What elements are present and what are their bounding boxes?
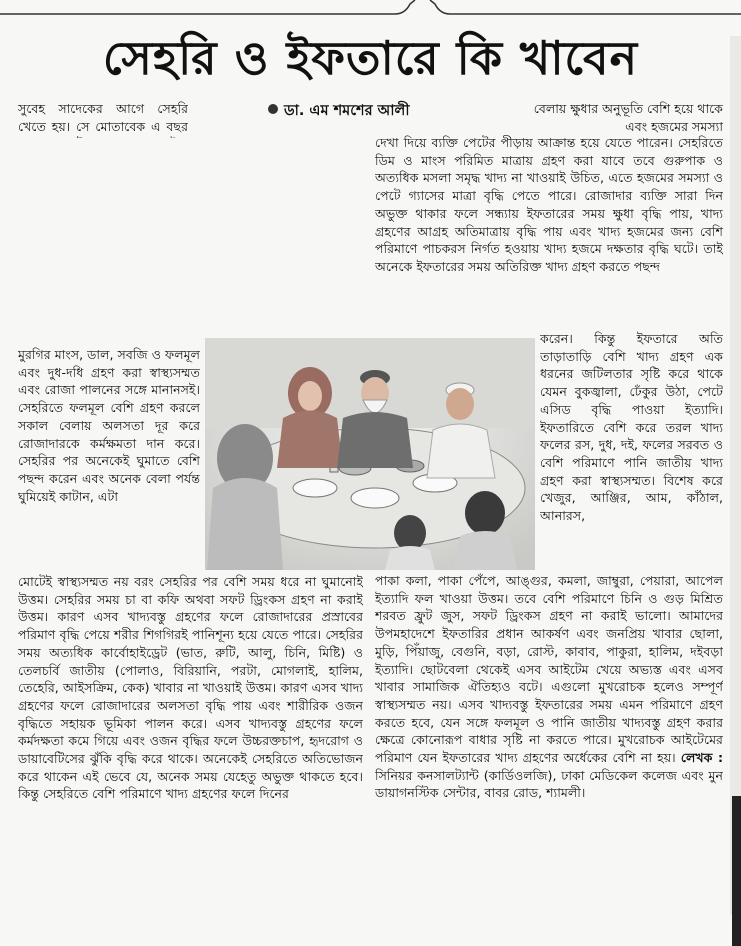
article-title: সেহরি ও ইফতারে কি খাবেন	[102, 31, 639, 85]
author-info: সিনিয়র কনসালট্যান্ট (কার্ডিওলজি), ঢাকা মেডিকেল কলেজ এবং মুন ডায়াগনস্টিক সেন্টার, বাবর রোড, শ্যামলী।	[375, 767, 723, 801]
column-left-bottom: মোটেই স্বাস্থ্যসম্মত নয় বরং সেহরির পর বেশি সময় ধরে না ঘুমানোই উত্তম। সেহরির সময় চা বা কফি অথবা সফট ড্রিংকস গ্রহণ না করাই উত্তম। কারণ এসব খাদ্যবস্তু গ্রহণের ফলে রোজাদারের প্রস্রাবের পরিমাণ বৃদ্ধি পেয়ে শরীর শিগগিরই পানিশূন্য হয়ে যেতে পারে। সেহরির সময় অত্যধিক কার্বোহাইড্রেট (ভাত, রুটি, আলু, চিনি, মিষ্টি) ও তেলচর্বি জাতীয় (পোলাও, বিরিয়ানি, পরটা, মোগলাই, হালিম, তেহেরি, আইসক্রিম, কেক) খাবার না খাওয়াই উত্তম। কারণ এসব খাদ্য গ্রহণের ফলে রোজাদারের অলসতা বৃদ্ধি পায় এবং শারীরিক ওজন বৃদ্ধিতে সহায়ক ভূমিকা পালন করে। এসব খাদ্যবস্তু গ্রহণের ফলে কর্মদক্ষতা কমে গিয়ে এবং ওজন বৃদ্ধির ফলে উচ্চরক্তচাপ, হৃদরোগ ও ডায়াবেটিসের ঝুঁকি বৃদ্ধি করে থাকে। অনেকেই সেহরিতে অতিভোজন করে থাকেন এই ভেবে যে, অনেক সময় যেহেতু অভুক্ত থাকতে হবে। কিন্তু সেহরিতে বেশি পরিমাণে খাদ্য গ্রহণের ফলে দিনের	[18, 574, 363, 802]
column-left-intro: সুবেহ সাদেকের আগে সেহরি খেতে হয়। সে মোতাবেক এ বছর	[18, 101, 188, 134]
author-label: লেখক :	[680, 750, 723, 766]
column-right-wrap: করেন। কিন্তু ইফতারে অতি তাড়াতাড়ি বেশি খাদ্য গ্রহণ এক ধরনের জটিলতার সৃষ্টি করে থাকে যেমন বুকজ্বালা, ঢেঁকুর উঠা, পেটে এসিড বৃদ্ধি পাওয়া ইত্যাদি। ইফতারিতে বেশি করে তরল খাদ্য ফলের রস, দুধ, দই, ফলের সরবত ও বেশি পরিমাণে পানি জাতীয় খাদ্য গ্রহণ করা স্বাস্থ্যসম্মত। বিশেষ করে খেজুর, আঞ্জির, আম, কাঁঠাল, আনারস,	[540, 331, 723, 524]
family-iftar-photo	[205, 338, 535, 570]
column-left-wrap: মুরগির মাংস, ডাল, সবজি ও ফলমূল এবং দুধ-দধি গ্রহণ করা স্বাস্থ্যসম্মত এবং রোজা পালনের সঙ্গে মানানসই। সেহরিতে ফলমূল বেশি গ্রহণ করলে সকাল বেলায় অলসতা দূর করে রোজাদারকে কর্মক্ষমতা দান করে। সেহরির পর অনেকেই ঘুমাতে বেশি পছন্দ করেন এবং অনেক বেলা পর্যন্ত ঘুমিয়েই কাটান, এটা	[18, 347, 200, 504]
column-right-intro: বেলায় ক্ষুধার অনুভূতি বেশি হয়ে থাকে এবং হজমের সমস্যা	[533, 101, 723, 134]
column-left-body	[18, 100, 365, 350]
page-edge-strip	[730, 36, 741, 915]
column-right-bottom: পাকা কলা, পাকা পেঁপে, আঙ্গুর, কমলা, জাম্বুরা, পেয়ারা, আপেল ইত্যাদি ফল খাওয়া উত্তম। তবে বেশি পরিমাণে চিনি ও গুড় মিশ্রিত শরবত ফ্রুট জুস, সফট ড্রিংকস গ্রহণ না করাই ভালো। আমাদের উপমহাদেশে ইফতারির প্রধান আকর্ষণ এবং জনপ্রিয় খাবার ছোলা, মুড়ি, পিঁয়াজু, বেগুনি, বড়া, রোস্ট, কাবাব, পাকুরা, হালিম, দইবড়া ইত্যাদি। ছোটবেলা থেকেই এসব আইটেম খেয়ে অভ্যস্ত এবং এসব খাবার সামাজিক ঐতিহ্যও বটে। এগুলো মুখরোচক হলেও সম্পূর্ণ স্বাস্থ্যসম্মত নয়। এসব খাদ্যবস্তু ইফতারের সময় এমন পরিমাণে গ্রহণ করতে হবে, যেন সঙ্গে ফলমূল ও পানি জাতীয় খাদ্যবস্তু গ্রহণ করার ক্ষেত্রে কোনোরূপ বাধার সৃষ্টি না করতে পারে। মুখরোচক আইটেমের পরিমাণ যেন ইফতারের খাদ্য গ্রহণের অর্ধেকের বেশি না হয়। লেখক : সিনিয়র কনসালট্যান্ট (কার্ডিওলজি), ঢাকা মেডিকেল কলেজ এবং মুন ডায়াগনস্টিক সেন্টার, বাবর রোড, শ্যামলী।	[375, 573, 723, 801]
column-right-main: দেখা দিয়ে ব্যক্তি পেটের পীড়ায় আক্রান্ত হয়ে যেতে পারেন। সেহরিতে ডিম ও মাংস পরিমিত মাত্রায় গ্রহণ করা যাবে তবে গুরুপাক ও অত্যধিক মসলা সমৃদ্ধ খাদ্য না খাওয়াই উচিত, এতে হজমের সমস্যা ও পেটে গ্যাসের মাত্রা বৃদ্ধি পেতে পারে। রোজাদার ব্যক্তি সারা দিন অভুক্ত থাকার ফলে সন্ধ্যায় ইফতারের সময় ক্ষুধা বৃদ্ধি পায়, খাদ্য গ্রহণের আগ্রহ অতিমাত্রায় বৃদ্ধি পায় এবং খাদ্য হজমের জন্য বেশি পরিমাণে পাচকরস নির্গত হওয়ায় খাদ্য হজমে দক্ষতার বৃদ্ধি ঘটে। তাই অনেকে ইফতারের সময় অতিরিক্ত খাদ্য গ্রহণ করতে পছন্দ	[375, 135, 723, 274]
header-ornament	[0, 0, 741, 20]
author-name: ডা. এম শমশের আলী	[284, 103, 410, 119]
